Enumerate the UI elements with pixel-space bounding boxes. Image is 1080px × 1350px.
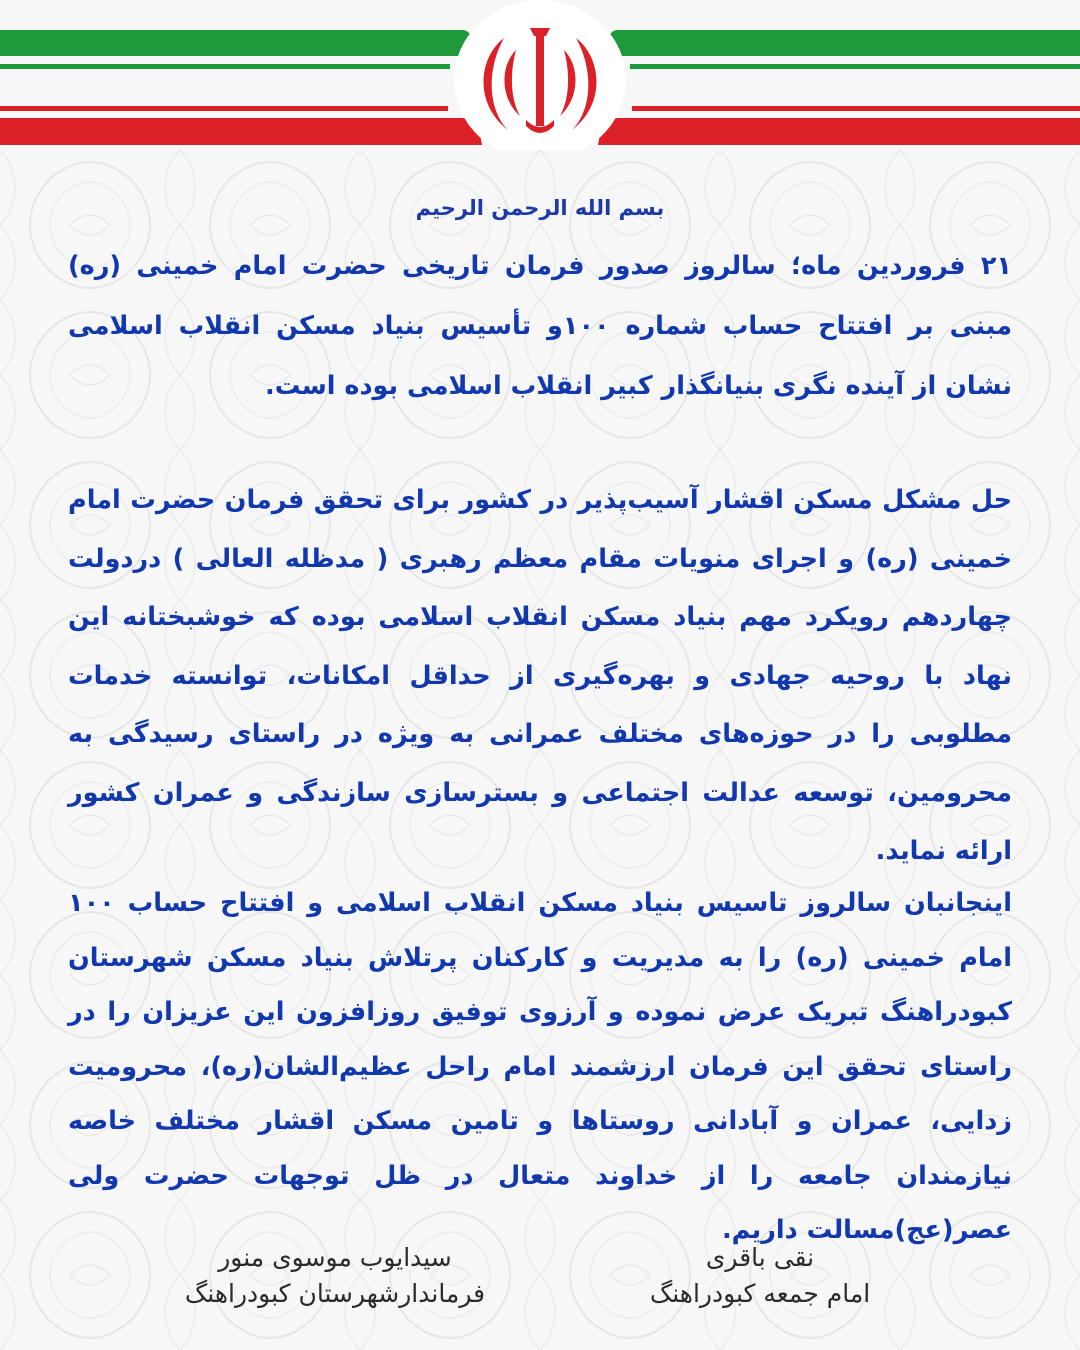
flag-header — [0, 0, 1080, 150]
paragraph-congratulations: اینجانبان سالروز تاسیس بنیاد مسکن انقلاب اسلامی و افتتاح حساب ۱۰۰ امام خمینی (ره) را به مدیریت و کارکنان پرتلاش بنیاد مسکن شهرستان کبودراهنگ تبریک عرض نموده و آرزوی توفیق روزافزون این عزیزان را در راستای تحقق این فرمان ارزشمند امام راحل عظیم‌الشان(ره)، محرومیت زدایی، عمران و آبادانی روستاها و تامین مسکن اقشار مختلف خاصه نیازمندان جامعه را از خداوند متعال در ظل توجهات حضرت ولی عصر(عج)مسالت داریم. — [68, 888, 1012, 1245]
signature-name: نقی باقری — [705, 1243, 815, 1272]
signature-name: سیدایوب موسوی منور — [218, 1243, 452, 1272]
paragraph-anniversary: ۲۱ فروردین ماه؛ سالروز صدور فرمان تاریخی حضرت امام خمینی (ره) مبنی بر افتتاح حساب شماره ۱۰۰و تأسیس بنیاد مسکن انقلاب اسلامی نشان از آینده نگری بنیانگذار کبیر انقلاب اسلامی بوده است. — [68, 251, 1012, 401]
signature-title: فرماندارشهرستان کبودراهنگ — [184, 1279, 486, 1308]
signature-governor — [150, 1240, 520, 1312]
bismillah-heading: بسم الله الرحمن الرحیم — [415, 196, 665, 220]
paragraph-housing-issue: حل مشکل مسکن اقشار آسیب‌پذیر در کشور برای تحقق فرمان حضرت امام خمینی (ره) و اجرای منویات مقام معظم رهبری ( مدظله العالی ) دردولت چهاردهم رویکرد مهم بنیاد مسکن انقلاب اسلامی بوده که خوشبختانه این نهاد با روحیه جهادی و بهره‌گیری از حداقل امکانات، توانسته خدمات مطلوبی را در حوزه‌های مختلف عمرانی به ویژه در راستای رسیدگی به محرومین، توسعه عدالت اجتماعی و بسترسازی سازندگی و عمران کشور ارائه نماید. — [68, 485, 1012, 866]
signature-friday-imam — [590, 1240, 930, 1312]
signature-title: امام جمعه کبودراهنگ — [649, 1279, 871, 1308]
